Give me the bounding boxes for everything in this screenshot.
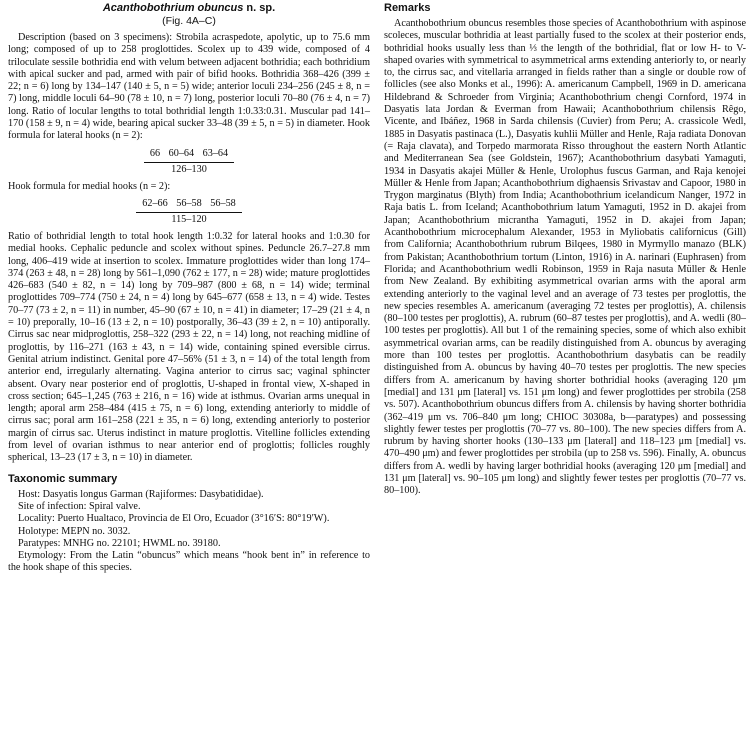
left-column bbox=[8, 0, 370, 575]
lateral-formula-denominator: 126–130 bbox=[171, 163, 207, 175]
species-name: Acanthobothrium obuncus bbox=[102, 2, 244, 14]
medial-formula-numerator: 62–66 56–58 56–58 bbox=[136, 197, 242, 213]
remarks-heading: Remarks bbox=[384, 2, 431, 14]
tax-locality: Locality: Puerto Hualtaco, Provincia de El Oro, Ecuador (3°16′S: 80°19′W). bbox=[18, 513, 330, 525]
tax-host: Host: Dasyatis longus Garman (Rajiformes: Dasybatididae). bbox=[18, 488, 264, 500]
tax-etymology: Etymology: From the Latin “obuncus” which means “hook bent in” in reference to the hook shape of this species. bbox=[8, 550, 370, 574]
tax-paratypes: Paratypes: MNHG no. 22101; HWML no. 39180. bbox=[18, 537, 221, 549]
medial-formula-denominator: 115–120 bbox=[171, 213, 207, 225]
taxonomic-summary bbox=[8, 489, 370, 575]
new-species-marker: n. sp. bbox=[243, 2, 276, 14]
lateral-formula-numerator: 66 60–64 63–64 bbox=[144, 147, 234, 163]
figure-reference: (Fig. 4A–C) bbox=[162, 15, 216, 27]
right-column bbox=[384, 0, 746, 498]
lateral-hook-formula bbox=[8, 147, 370, 177]
medial-formula-label: Hook formula for medial hooks (n = 2): bbox=[8, 180, 171, 192]
tax-site: Site of infection: Spiral valve. bbox=[18, 500, 141, 512]
remarks-paragraph: Acanthobothrium obuncus resembles those species of Acanthobothrium with aspinose scoleces, muscular bothridia at least partially fused to the scolex at their posterior ends, bothridial hooks usually less than ⅓ the length of the bothridial, flat or low H- to V-shaped ovaries with symmetrical to asymmetrical arms extending anteriorly to, or nearly to, the cirrus sac, and vitellaria arranged in fields rather than a single or double row of follicles (see also Monks et al., 1996): A. americanum Campbell, 1969 in D. americana Hildebrand & Schroeder from Virginia; Acanthobothrium chengi Cornford, 1974 in Dasyatis lata Jordan & Everman from Hawaii; Acanthobothrium chilensis Rêgo, Vicente, and Ibáñez, 1968 in Sarda chilensis (Cuvier) from Peru; A. crassicole Wedl, 1885 in Dasyatis pastinaca (L.), Dasyatis kuhlii Müller and Henle, Raja radiata Donovan (= Raja clavata), and Torpedo marmorata Risso throughout the eastern North Atlantic and Mediterranean Sea (see Goldstein, 1967); Acanthobothrium dasybati Yamaguti, 1934 in Dasyatis akajei Müller & Henle, Urolophus fuscus Garman, and Raja kenojei Müller & Henle from Japan; Acanthobothrium dighaensis Srivastav and Capoor, 1980 in Trygon marginatus (Blyth) from India; Acanthobothrium icelandicum Nanger, 1972 in Raja batis L. from Iceland; Acanthobothrium latum Yamaguti, 1952 in D. akajei from Japan; Acanthobothrium micrantha Yamaguti, 1952 in D. akajei from Japan; Acanthobothrium microcephalum Alexander, 1953 in Myliobatis californicus (Gill) from California; Acanthobothrium rubrum Bilqees, 1980 in Myrmyllo manazo (BLK) from Pakistan; Acanthobothrium tortum (Linton, 1916) in A. narinari (Euphrasen) from Florida; and Acanthobothrium wedli Robinson, 1959 in Raja nasuta Müller & Henle from New Zealand. By exhibiting asymmetrical ovarian arms with the aporal arm extending anteriorly to the vaginal level and an average of 73 testes per proglottis, the new species resembles A. americanum (averaging 72 testes per proglottis), A. chilensis (80–100 testes per proglottis), A. rubrum (60–87 testes per proglottis), and A. wedli (80–100 testes per proglottis). All but 1 of the remaining species, some of which also exhibit asymmetrical ovarian arms, can be readily distinguished from A. obuncus by averaging more than 100 testes per proglottis. Acanthobothrium dasybatis can be readily distinguished from A. obuncus by having 40–70 testes per proglottis. The new species differs from A. americanum by having shorter bothridial hooks (averaging 120 μm [medial] and 131 μm [lateral] vs. 151 μm long) and fewer proglottides per strobila (258 vs. 507). Acanthobothrium obuncus differs from A. chilensis by having shorter bothridia (362–419 μm vs. 706–840 μm long; CHIOC 30308a, b—paratypes) and possessing slightly fewer testes per proglottis (70–77 vs. 80–100). The new species differs from A. rubrum by having shorter hooks (130–133 μm [lateral] and 118–123 μm [medial] vs. 470–490 μm) and fewer proglottides per strobila (up to 258 vs. 596). Finally, A. obuncus differs from A. wedli by having larger bothridial hooks (averaging 120 μm [medial] and 131 μm [lateral] vs. 90–105 μm long) and slightly fewer testes per proglottis (70–77 vs. 80–100). bbox=[384, 18, 746, 497]
tax-holotype: Holotype: MEPN no. 3032. bbox=[18, 525, 131, 537]
medial-hook-formula bbox=[8, 197, 370, 227]
taxonomic-summary-heading: Taxonomic summary bbox=[8, 472, 118, 485]
species-title bbox=[8, 2, 370, 15]
description-paragraph: Description (based on 3 specimens): Strobila acraspedote, apolytic, up to 75.6 mm long; composed of up to 258 proglottides. Scolex up to 439 wide, composed of 4 triloculate sessile bothridia end with velum between adjacent bothridia; each bothridium with apical sucker and pad, armed with pair of bifid hooks. Bothridia 368–426 (399 ± 22; n = 6) long by 134–147 (140 ± 5, n = 5) wide; anterior loculi 234–256 (245 ± 8, n = 7) long, middle loculi 64–90 (78 ± 10, n = 7) long, posterior loculi 70–80 (76 ± 4, n = 7) long. Ratio of locular lengths to total bothridial length 1:0.33:0.31. Muscular pad 141–170 (158 ± 9, n = 4) wide, bearing apical sucker 33–48 (39 ± 5, n = 5) in diameter. Hook formula for lateral hooks (n = 2): bbox=[8, 32, 370, 142]
description-continued: Ratio of bothridial length to total hook length 1:0.32 for lateral hooks and 1:0.30 for medial hooks. Cephalic peduncle and scolex without spines. Peduncle 26.7–27.8 mm long, 406–419 wide at insertion to scolex. Immature proglottides wider than long 174–374 (263 ± 48, n = 28) long by 561–1,090 (762 ± 177, n = 28) wide; mature proglottides 426–683 (540 ± 82, n = 14) long by 709–987 (800 ± 68, n = 14) wide; terminal proglottides 709–774 (750 ± 24, n = 4) long by 645–677 (658 ± 13, n = 4) wide. Testes 70–77 (73 ± 2, n = 11) in number, 45–90 (67 ± 10, n = 41) in diameter; 17–29 (21 ± 4, n = 10) preporally, 10–16 (13 ± 2, n = 10) postporally, 36–43 (39 ± 2, n = 10) antiporally. Cirrus sac near midproglottis, 258–322 (293 ± 22, n = 14) long, not reaching midline of proglottis, by 116–271 (163 ± 43, n = 14) wide, containing spined eversible cirrus. Genital atrium indistinct. Genital pore 47–56% (51 ± 3, n = 14) of the total length from anterior end, irregularly alternating. Vagina anterior to cirrus sac; vaginal sphincter absent. Ovary near posterior end of proglottis, U-shaped in frontal view, X-shaped in cross section; 645–1,245 (763 ± 216, n = 16) wide at isthmus. Ovarian arms unequal in length; aporal arm 258–484 (415 ± 75, n = 6) long, extending anteriorly to middle of cirrus sac; poral arm 161–258 (221 ± 35, n = 6) long, extending anteriorly to posterior margin of cirrus sac. Uterus indistinct in mature proglottis. Vitelline follicles extending from level of ovarian isthmus to near anterior end of proglottis; follicles roughly spherical, 13–23 (17 ± 3, n = 10) in diameter. bbox=[8, 230, 370, 464]
